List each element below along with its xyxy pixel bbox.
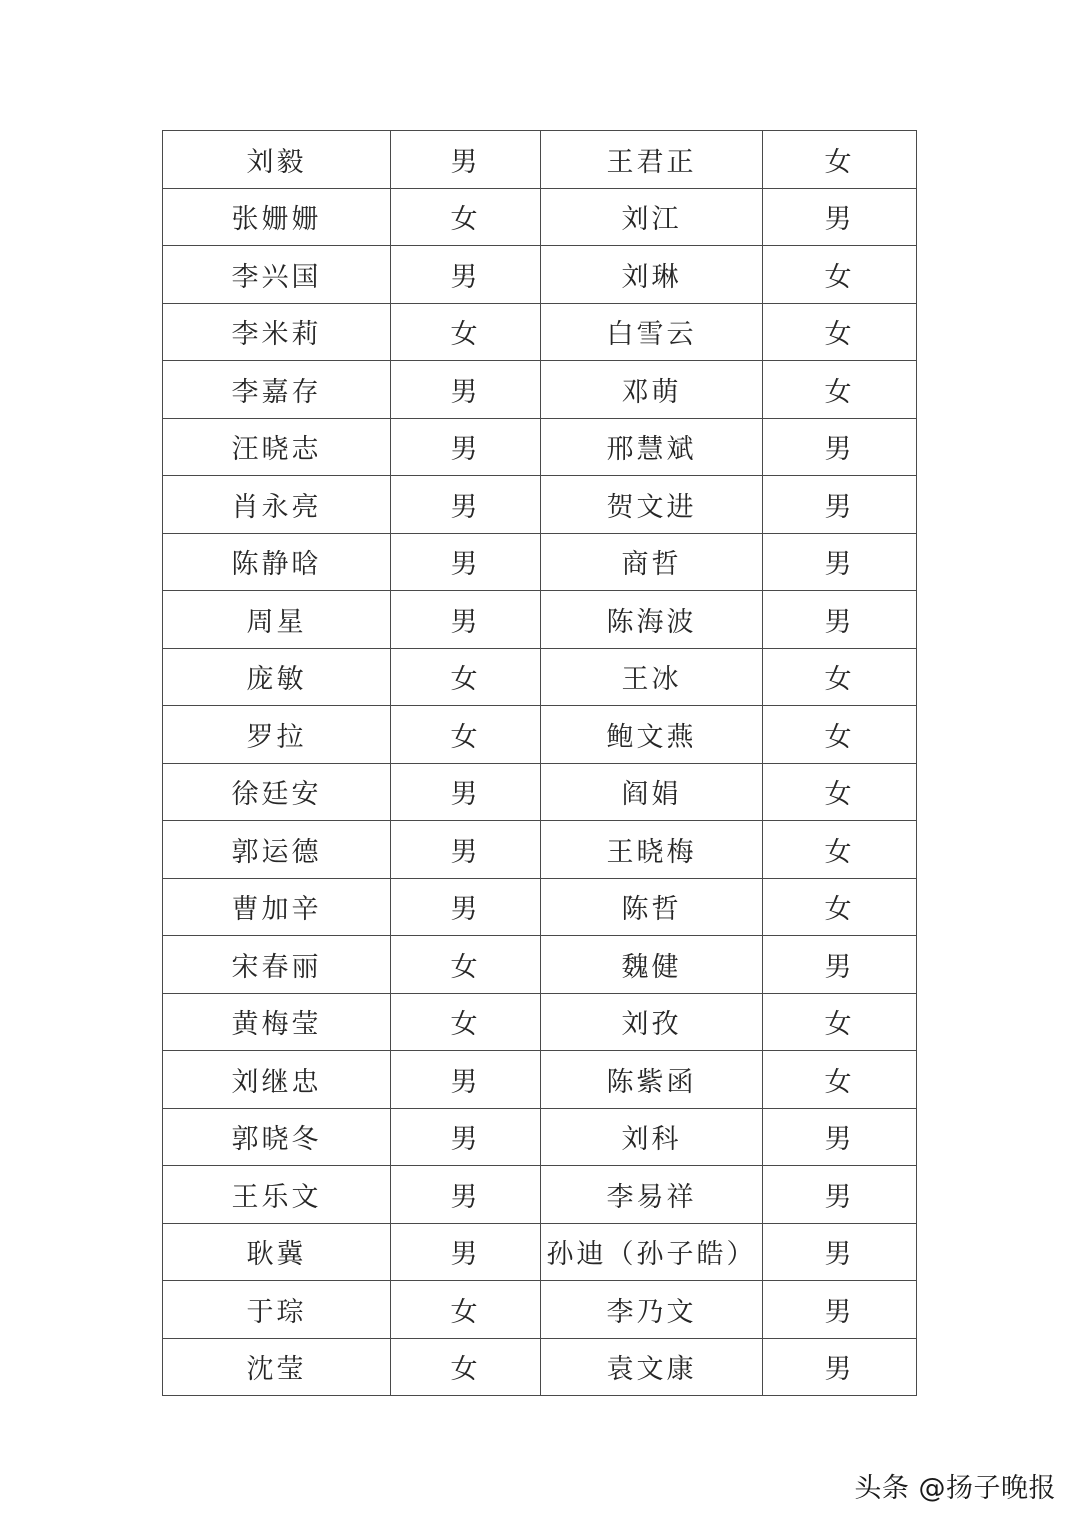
- name-cell: 李乃文: [541, 1281, 763, 1339]
- gender-cell: 女: [391, 188, 541, 246]
- name-cell: 刘江: [541, 188, 763, 246]
- table-row: [163, 533, 917, 591]
- gender-cell: 男: [763, 533, 917, 591]
- name-cell: 曹加辛: [163, 878, 391, 936]
- table-row: [163, 591, 917, 649]
- name-cell: 郭晓冬: [163, 1108, 391, 1166]
- name-cell: 刘琳: [541, 246, 763, 304]
- gender-cell: 男: [763, 1166, 917, 1224]
- name-cell: 汪晓志: [163, 418, 391, 476]
- name-cell: 李米莉: [163, 303, 391, 361]
- gender-cell: 男: [391, 1108, 541, 1166]
- table-row: [163, 1281, 917, 1339]
- table-row: [163, 763, 917, 821]
- name-cell: 王冰: [541, 648, 763, 706]
- gender-cell: 男: [763, 591, 917, 649]
- gender-cell: 男: [391, 591, 541, 649]
- name-cell: 陈海波: [541, 591, 763, 649]
- name-cell: 刘孜: [541, 993, 763, 1051]
- gender-cell: 男: [391, 533, 541, 591]
- gender-cell: 男: [763, 1338, 917, 1396]
- name-cell: 沈莹: [163, 1338, 391, 1396]
- table-row: [163, 131, 917, 189]
- table-row: [163, 1166, 917, 1224]
- table-row: [163, 361, 917, 419]
- name-cell: 刘科: [541, 1108, 763, 1166]
- name-cell: 郭运德: [163, 821, 391, 879]
- gender-cell: 女: [763, 361, 917, 419]
- table-row: [163, 303, 917, 361]
- table-row: [163, 188, 917, 246]
- name-cell: 鲍文燕: [541, 706, 763, 764]
- gender-cell: 男: [763, 1223, 917, 1281]
- gender-cell: 女: [391, 1281, 541, 1339]
- name-cell: 周星: [163, 591, 391, 649]
- name-cell: 李嘉存: [163, 361, 391, 419]
- name-cell: 邢慧斌: [541, 418, 763, 476]
- gender-cell: 男: [391, 246, 541, 304]
- name-cell: 宋春丽: [163, 936, 391, 994]
- gender-cell: 女: [763, 993, 917, 1051]
- name-cell: 王君正: [541, 131, 763, 189]
- gender-cell: 女: [763, 878, 917, 936]
- gender-cell: 男: [763, 1108, 917, 1166]
- name-cell: 庞敏: [163, 648, 391, 706]
- name-cell: 李易祥: [541, 1166, 763, 1224]
- gender-cell: 男: [763, 1281, 917, 1339]
- gender-cell: 女: [763, 648, 917, 706]
- watermark-text: 头条 @扬子晚报: [854, 1473, 1056, 1504]
- gender-cell: 男: [763, 418, 917, 476]
- name-cell: 罗拉: [163, 706, 391, 764]
- table-row: [163, 936, 917, 994]
- table-row: [163, 1338, 917, 1396]
- gender-cell: 女: [763, 821, 917, 879]
- gender-cell: 男: [391, 1051, 541, 1109]
- name-cell: 王晓梅: [541, 821, 763, 879]
- table-row: [163, 878, 917, 936]
- name-gender-table: [162, 130, 917, 1396]
- gender-cell: 男: [391, 361, 541, 419]
- gender-cell: 女: [763, 706, 917, 764]
- gender-cell: 女: [763, 763, 917, 821]
- gender-cell: 男: [763, 936, 917, 994]
- gender-cell: 女: [763, 1051, 917, 1109]
- gender-cell: 男: [391, 821, 541, 879]
- gender-cell: 男: [391, 763, 541, 821]
- name-cell: 徐廷安: [163, 763, 391, 821]
- gender-cell: 女: [763, 131, 917, 189]
- gender-cell: 男: [391, 476, 541, 534]
- name-cell: 孙迪（孙子皓）: [541, 1223, 763, 1281]
- name-cell: 贺文进: [541, 476, 763, 534]
- table-body: [163, 131, 917, 1396]
- table-row: [163, 418, 917, 476]
- table-row: [163, 993, 917, 1051]
- gender-cell: 女: [391, 993, 541, 1051]
- name-cell: 商哲: [541, 533, 763, 591]
- gender-cell: 女: [763, 303, 917, 361]
- name-cell: 耿冀: [163, 1223, 391, 1281]
- name-cell: 刘毅: [163, 131, 391, 189]
- gender-cell: 男: [391, 1223, 541, 1281]
- table-row: [163, 1051, 917, 1109]
- name-cell: 阎娟: [541, 763, 763, 821]
- name-cell: 袁文康: [541, 1338, 763, 1396]
- name-cell: 陈紫函: [541, 1051, 763, 1109]
- name-cell: 陈哲: [541, 878, 763, 936]
- gender-cell: 女: [391, 648, 541, 706]
- name-cell: 魏健: [541, 936, 763, 994]
- table-row: [163, 1223, 917, 1281]
- gender-cell: 女: [763, 246, 917, 304]
- gender-cell: 男: [763, 188, 917, 246]
- table-row: [163, 246, 917, 304]
- table-row: [163, 821, 917, 879]
- gender-cell: 男: [391, 878, 541, 936]
- name-cell: 李兴国: [163, 246, 391, 304]
- gender-cell: 女: [391, 1338, 541, 1396]
- gender-cell: 女: [391, 706, 541, 764]
- table-row: [163, 706, 917, 764]
- name-cell: 白雪云: [541, 303, 763, 361]
- name-cell: 肖永亮: [163, 476, 391, 534]
- table-row: [163, 648, 917, 706]
- name-cell: 张姗姗: [163, 188, 391, 246]
- table-row: [163, 1108, 917, 1166]
- name-cell: 邓萌: [541, 361, 763, 419]
- name-cell: 黄梅莹: [163, 993, 391, 1051]
- name-cell: 王乐文: [163, 1166, 391, 1224]
- gender-cell: 男: [391, 418, 541, 476]
- gender-cell: 女: [391, 303, 541, 361]
- gender-cell: 男: [391, 131, 541, 189]
- name-cell: 于琮: [163, 1281, 391, 1339]
- gender-cell: 女: [391, 936, 541, 994]
- name-cell: 陈静晗: [163, 533, 391, 591]
- gender-cell: 男: [391, 1166, 541, 1224]
- table-row: [163, 476, 917, 534]
- name-cell: 刘继忠: [163, 1051, 391, 1109]
- gender-cell: 男: [763, 476, 917, 534]
